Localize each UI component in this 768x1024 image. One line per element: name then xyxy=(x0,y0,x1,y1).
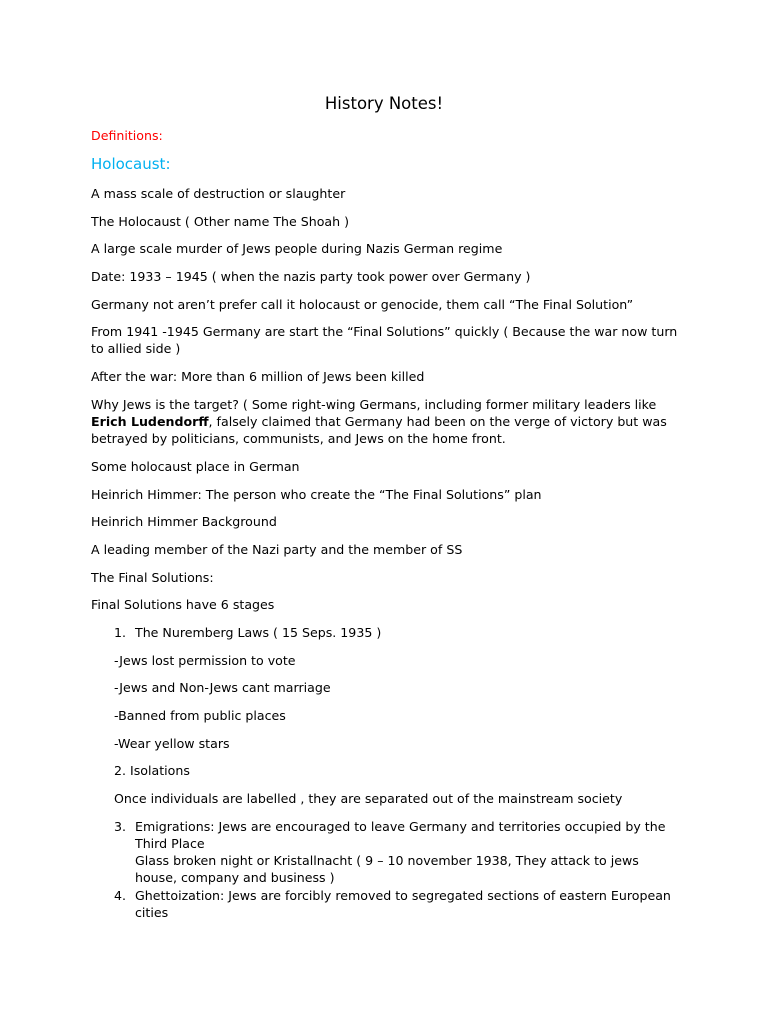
himmler-line: Heinrich Himmer: The person who create the “The Final Solutions” plan xyxy=(91,487,542,502)
after-war-line: After the war: More than 6 million of Jews been killed xyxy=(91,369,425,384)
stage-2-description: Once individuals are labelled , they are separated out of the mainstream society xyxy=(114,791,623,806)
why-jews-paragraph xyxy=(91,396,691,447)
himmler-background-line: A leading member of the Nazi party and the member of SS xyxy=(91,542,463,557)
stage-3-text: Emigrations: Jews are encouraged to leave Germany and territories occupied by the Third Place xyxy=(135,819,666,851)
final-solution-start-line: From 1941 -1945 Germany are start the “Final Solutions” quickly ( Because the war now turn to allied side ) xyxy=(91,324,678,356)
date-line: Date: 1933 – 1945 ( when the nazis party took power over Germany ) xyxy=(91,269,531,284)
definition-line-3: A large scale murder of Jews people during Nazis German regime xyxy=(91,241,503,256)
holocaust-places-line: Some holocaust place in German xyxy=(91,459,300,474)
stage-1-point: -Jews and Non-Jews cant marriage xyxy=(114,680,331,695)
stage-1-item xyxy=(114,624,684,641)
stage-3-extra: Glass broken night or Kristallnacht ( 9 – 10 november 1938, They attack to jews house, company and business ) xyxy=(135,853,639,885)
why-jews-text-2: , falsely claimed that Germany had been on the verge of victory but was betrayed by politicians, communists, and Jews on the home front. xyxy=(91,414,667,446)
stage-4-number: 4. xyxy=(114,888,127,903)
why-jews-text-1: Why Jews is the target? ( Some right-wing Germans, including former military leaders like xyxy=(91,397,657,412)
stage-1-text: The Nuremberg Laws ( 15 Seps. 1935 ) xyxy=(135,625,382,640)
term-heading: Holocaust: xyxy=(91,155,171,173)
why-jews-bold-name: Erich Ludendorff xyxy=(91,414,209,429)
definition-line-1: A mass scale of destruction or slaughter xyxy=(91,186,346,201)
definition-line-2: The Holocaust ( Other name The Shoah ) xyxy=(91,214,350,229)
final-solutions-heading: The Final Solutions: xyxy=(91,570,214,585)
stages-intro-line: Final Solutions have 6 stages xyxy=(91,597,275,612)
stage-1-point: -Jews lost permission to vote xyxy=(114,653,296,668)
page-title: History Notes! xyxy=(324,94,444,113)
section-label: Definitions: xyxy=(91,128,163,143)
stage-4-text: Ghettoization: Jews are forcibly removed to segregated sections of eastern European cities xyxy=(135,888,671,920)
stage-2-heading: 2. Isolations xyxy=(114,763,190,778)
stage-4-item xyxy=(114,887,684,921)
himmler-background-heading: Heinrich Himmer Background xyxy=(91,514,277,529)
stage-1-point: -Banned from public places xyxy=(114,708,286,723)
stage-1-point: -Wear yellow stars xyxy=(114,736,230,751)
final-solution-name-line: Germany not aren’t prefer call it holocaust or genocide, them call “The Final Solution” xyxy=(91,297,634,312)
stage-1-number: 1. xyxy=(114,625,127,640)
stage-3-number: 3. xyxy=(114,819,127,834)
stage-3-item xyxy=(114,818,684,886)
